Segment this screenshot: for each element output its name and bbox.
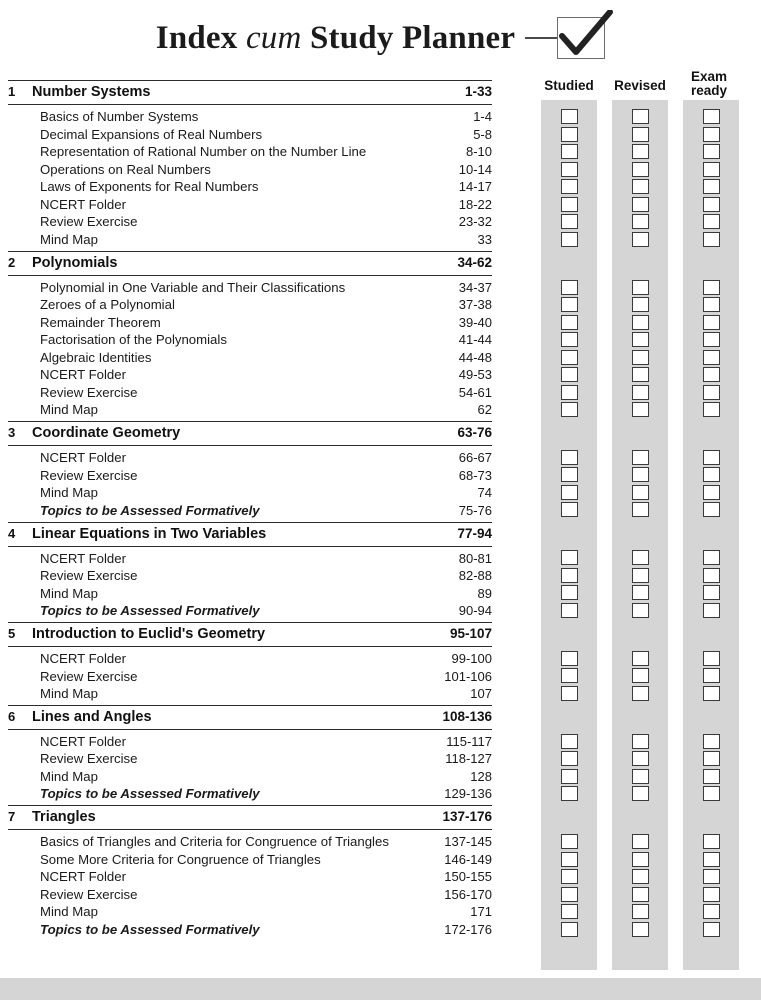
checkbox-revised[interactable] [632, 852, 649, 867]
chapter-rows [8, 105, 492, 252]
index-row [8, 279, 492, 297]
chapter-rows [8, 730, 492, 807]
checkbox-studied[interactable] [561, 402, 578, 417]
checkbox-revised[interactable] [632, 751, 649, 766]
checkbox-exam[interactable] [703, 385, 720, 400]
checkbox-revised[interactable] [632, 887, 649, 902]
checkbox-exam[interactable] [703, 109, 720, 124]
column-header-studied: Studied [544, 78, 594, 93]
row-title: Algebraic Identities [40, 349, 152, 365]
row-pages: 23-32 [458, 214, 492, 230]
row-pages: 129-136 [444, 786, 492, 802]
checkbox-exam[interactable] [703, 467, 720, 482]
row-pages: 89 [477, 585, 492, 601]
index-row [8, 903, 492, 921]
chapter-heading [8, 705, 492, 730]
checkbox-exam[interactable] [703, 686, 720, 701]
checkbox-revised[interactable] [632, 550, 649, 565]
checkbox-revised[interactable] [632, 232, 649, 247]
row-title: Topics to be Assessed Formatively [40, 921, 260, 937]
checkbox-revised[interactable] [632, 332, 649, 347]
row-pages: 101-106 [444, 668, 492, 684]
index-row [8, 668, 492, 686]
row-title: Factorisation of the Polynomials [40, 332, 227, 348]
chapter-heading [8, 251, 492, 276]
index-row [8, 143, 492, 161]
row-title: Operations on Real Numbers [40, 161, 211, 177]
row-title: Review Exercise [40, 467, 138, 483]
checkbox-studied[interactable] [561, 651, 578, 666]
row-title: NCERT Folder [40, 651, 126, 667]
checkbox-studied[interactable] [561, 144, 578, 159]
checkbox-exam[interactable] [703, 603, 720, 618]
title-italic: cum [245, 19, 302, 56]
row-title: Representation of Rational Number on the Number Line [40, 144, 367, 160]
index-row [8, 851, 492, 869]
row-title: NCERT Folder [40, 196, 126, 212]
checkbox-revised[interactable] [632, 769, 649, 784]
checkbox-exam[interactable] [703, 869, 720, 884]
row-pages: 44-48 [458, 349, 492, 365]
row-pages: 172-176 [444, 921, 492, 937]
checkbox-studied[interactable] [561, 686, 578, 701]
checkbox-revised[interactable] [632, 162, 649, 177]
chapter-pages: 34-62 [457, 254, 492, 270]
row-title: Decimal Expansions of Real Numbers [40, 126, 263, 142]
row-pages: 68-73 [458, 467, 492, 483]
row-pages: 33 [477, 231, 492, 247]
checkbox-studied[interactable] [561, 162, 578, 177]
index-row [8, 650, 492, 668]
row-title: Topics to be Assessed Formatively [40, 603, 260, 619]
checkbox-revised[interactable] [632, 668, 649, 683]
row-title: Some More Criteria for Congruence of Triangles [40, 851, 321, 867]
row-title: NCERT Folder [40, 869, 126, 885]
checkbox-exam[interactable] [703, 786, 720, 801]
checkbox-exam[interactable] [703, 214, 720, 229]
checkbox-revised[interactable] [632, 367, 649, 382]
checkbox-studied[interactable] [561, 568, 578, 583]
checkbox-revised[interactable] [632, 869, 649, 884]
row-title: Polynomial in One Variable and Their Classifications [40, 279, 346, 295]
row-pages: 137-145 [444, 834, 492, 850]
checkbox-studied[interactable] [561, 734, 578, 749]
row-pages: 80-81 [458, 550, 492, 566]
chapter-title: Linear Equations in Two Variables [32, 525, 267, 542]
checkbox-revised[interactable] [632, 315, 649, 330]
index-row [8, 178, 492, 196]
row-title: Mind Map [40, 402, 98, 418]
checkbox-studied[interactable] [561, 450, 578, 465]
row-title: Topics to be Assessed Formatively [40, 502, 260, 518]
index-row [8, 384, 492, 402]
row-title: NCERT Folder [40, 733, 126, 749]
checkbox-exam[interactable] [703, 179, 720, 194]
column-header-exam-ready: Exam ready [690, 69, 728, 98]
checkbox-exam[interactable] [703, 350, 720, 365]
checkbox-studied[interactable] [561, 332, 578, 347]
checkbox-studied[interactable] [561, 214, 578, 229]
row-pages: 8-10 [465, 144, 492, 160]
row-title: Review Exercise [40, 751, 138, 767]
chapter-heading [8, 805, 492, 830]
checkbox-exam[interactable] [703, 769, 720, 784]
chapter-title: Number Systems [32, 84, 151, 101]
chapter-pages: 137-176 [442, 809, 492, 825]
row-pages: 39-40 [458, 314, 492, 330]
checkbox-studied[interactable] [561, 280, 578, 295]
checkbox-exam[interactable] [703, 834, 720, 849]
index-row [8, 602, 492, 620]
row-pages: 1-4 [473, 109, 492, 125]
row-pages: 14-17 [458, 179, 492, 195]
checkbox-revised[interactable] [632, 734, 649, 749]
row-title: NCERT Folder [40, 550, 126, 566]
row-pages: 10-14 [458, 161, 492, 177]
index-row [8, 868, 492, 886]
index-row [8, 213, 492, 231]
checkbox-studied[interactable] [561, 179, 578, 194]
index-row [8, 886, 492, 904]
title-part-1: Index [155, 19, 246, 56]
index-row [8, 231, 492, 249]
checkbox-revised[interactable] [632, 450, 649, 465]
chapter-number: 3 [8, 425, 16, 441]
row-title: Review Exercise [40, 384, 138, 400]
checkbox-revised[interactable] [632, 502, 649, 517]
row-pages: 49-53 [458, 367, 492, 383]
checkbox-studied[interactable] [561, 315, 578, 330]
checkbox-revised[interactable] [632, 350, 649, 365]
row-pages: 18-22 [458, 196, 492, 212]
chapter-title: Coordinate Geometry [32, 425, 181, 442]
row-pages: 62 [477, 402, 492, 418]
index-row [8, 126, 492, 144]
chapter-number: 2 [8, 254, 16, 270]
chapter-number: 7 [8, 809, 16, 825]
checkbox-exam[interactable] [703, 485, 720, 500]
index-row [8, 314, 492, 332]
row-pages: 66-67 [458, 450, 492, 466]
checkbox-revised[interactable] [632, 485, 649, 500]
index-row [8, 449, 492, 467]
chapter-rows [8, 276, 492, 423]
index-row [8, 349, 492, 367]
row-pages: 118-127 [445, 751, 492, 767]
page-title-text [156, 20, 515, 57]
checkbox-revised[interactable] [632, 834, 649, 849]
row-pages: 74 [477, 485, 492, 501]
chapter-number: 4 [8, 525, 16, 541]
checkbox-studied[interactable] [561, 786, 578, 801]
checkbox-studied[interactable] [561, 385, 578, 400]
chapter-pages: 77-94 [457, 525, 492, 541]
checkbox-revised[interactable] [632, 109, 649, 124]
row-pages: 107 [470, 686, 492, 702]
checkbox-exam[interactable] [703, 127, 720, 142]
checkbox-exam[interactable] [703, 852, 720, 867]
checkbox-revised[interactable] [632, 603, 649, 618]
row-title: Topics to be Assessed Formatively [40, 786, 260, 802]
checkbox-exam[interactable] [703, 197, 720, 212]
chapter-rows [8, 830, 492, 942]
chapter-number: 1 [8, 84, 16, 100]
checkbox-revised[interactable] [632, 144, 649, 159]
chapter-number: 5 [8, 626, 16, 642]
row-title: Review Exercise [40, 668, 138, 684]
page-title [0, 0, 761, 66]
checkbox-exam[interactable] [703, 751, 720, 766]
row-title: Mind Map [40, 768, 98, 784]
checkbox-revised[interactable] [632, 127, 649, 142]
checkbox-revised[interactable] [632, 651, 649, 666]
checkbox-revised[interactable] [632, 786, 649, 801]
checkbox-studied[interactable] [561, 485, 578, 500]
row-title: Mind Map [40, 686, 98, 702]
checkbox-studied[interactable] [561, 834, 578, 849]
checkbox-exam[interactable] [703, 502, 720, 517]
row-title: Mind Map [40, 485, 98, 501]
index-row [8, 467, 492, 485]
row-pages: 171 [470, 904, 492, 920]
checkbox-revised[interactable] [632, 568, 649, 583]
checkbox-studied[interactable] [561, 869, 578, 884]
row-pages: 34-37 [458, 279, 492, 295]
checkbox-studied[interactable] [561, 197, 578, 212]
checkbox-revised[interactable] [632, 904, 649, 919]
index-row [8, 921, 492, 939]
checkbox-studied[interactable] [561, 367, 578, 382]
row-title: NCERT Folder [40, 450, 126, 466]
row-pages: 115-117 [446, 733, 492, 749]
checkbox-studied[interactable] [561, 350, 578, 365]
chapter-pages: 108-136 [442, 708, 492, 724]
checkbox-revised[interactable] [632, 214, 649, 229]
chapter-pages: 1-33 [464, 84, 492, 100]
chapter-pages: 95-107 [449, 626, 492, 642]
index-row [8, 785, 492, 803]
chapter-number: 6 [8, 708, 16, 724]
checkbox-studied[interactable] [561, 585, 578, 600]
chapter-title: Triangles [32, 809, 96, 826]
row-pages: 54-61 [458, 384, 492, 400]
checkbox-studied[interactable] [561, 550, 578, 565]
index-row [8, 401, 492, 419]
checkbox-studied[interactable] [561, 922, 578, 937]
checkbox-studied[interactable] [561, 887, 578, 902]
row-title: Mind Map [40, 231, 98, 247]
index-row [8, 750, 492, 768]
row-pages: 75-76 [458, 502, 492, 518]
checkbox-studied[interactable] [561, 297, 578, 312]
index-row [8, 196, 492, 214]
row-pages: 82-88 [458, 568, 492, 584]
row-title: Mind Map [40, 904, 98, 920]
title-part-2: Study Planner [301, 19, 516, 56]
checkbox-revised[interactable] [632, 402, 649, 417]
chapter-title: Lines and Angles [32, 708, 152, 725]
row-pages: 146-149 [444, 851, 492, 867]
checkbox-studied[interactable] [561, 127, 578, 142]
index-row [8, 296, 492, 314]
index-row [8, 585, 492, 603]
checkbox-exam[interactable] [703, 280, 720, 295]
row-title: Remainder Theorem [40, 314, 161, 330]
index-row [8, 502, 492, 520]
checkbox-exam[interactable] [703, 550, 720, 565]
checkbox-revised[interactable] [632, 686, 649, 701]
row-title: Basics of Number Systems [40, 109, 199, 125]
chapter-heading [8, 522, 492, 547]
checkbox-exam[interactable] [703, 568, 720, 583]
row-pages: 5-8 [473, 126, 492, 142]
index-row [8, 161, 492, 179]
row-pages: 41-44 [458, 332, 492, 348]
checkbox-studied[interactable] [561, 603, 578, 618]
column-header-revised: Revised [614, 78, 666, 93]
checkbox-exam[interactable] [703, 887, 720, 902]
chapter-heading [8, 622, 492, 647]
checkbox-exam[interactable] [703, 904, 720, 919]
checkbox-studied[interactable] [561, 668, 578, 683]
checkbox-exam[interactable] [703, 585, 720, 600]
checkbox-exam[interactable] [703, 668, 720, 683]
checkbox-revised[interactable] [632, 385, 649, 400]
row-title: Basics of Triangles and Criteria for Congruence of Triangles [40, 834, 389, 850]
checkbox-exam[interactable] [703, 734, 720, 749]
chapter-pages: 63-76 [457, 425, 492, 441]
checkbox-studied[interactable] [561, 852, 578, 867]
checkbox-revised[interactable] [632, 585, 649, 600]
checkbox-exam[interactable] [703, 232, 720, 247]
chapter-rows [8, 446, 492, 523]
index-row [8, 331, 492, 349]
row-title: Review Exercise [40, 568, 138, 584]
row-title: Review Exercise [40, 886, 138, 902]
bottom-bar [0, 978, 761, 1000]
chapter-heading [8, 80, 492, 105]
index-row [8, 484, 492, 502]
row-pages: 37-38 [458, 297, 492, 313]
row-pages: 156-170 [444, 886, 492, 902]
checkbox-revised[interactable] [632, 297, 649, 312]
checkbox-exam[interactable] [703, 315, 720, 330]
chapter-title: Polynomials [32, 254, 118, 271]
checkbox-revised[interactable] [632, 280, 649, 295]
row-title: Mind Map [40, 585, 98, 601]
index-row [8, 733, 492, 751]
checkbox-studied[interactable] [561, 232, 578, 247]
checkbox-exam[interactable] [703, 367, 720, 382]
row-title: NCERT Folder [40, 367, 126, 383]
checkbox-revised[interactable] [632, 467, 649, 482]
row-title: Review Exercise [40, 214, 138, 230]
checkbox-revised[interactable] [632, 922, 649, 937]
checkbox-studied[interactable] [561, 904, 578, 919]
index-row [8, 768, 492, 786]
row-pages: 99-100 [451, 651, 492, 667]
checkbox-studied[interactable] [561, 109, 578, 124]
index-row [8, 108, 492, 126]
checkbox-studied[interactable] [561, 502, 578, 517]
checkbox-studied[interactable] [561, 769, 578, 784]
checkbox-exam[interactable] [703, 651, 720, 666]
row-pages: 90-94 [458, 603, 492, 619]
row-pages: 128 [470, 768, 492, 784]
index-list [8, 82, 492, 942]
index-row [8, 833, 492, 851]
checkbox-revised[interactable] [632, 179, 649, 194]
checkbox-exam[interactable] [703, 144, 720, 159]
checkbox-exam[interactable] [703, 297, 720, 312]
index-row [8, 550, 492, 568]
row-title: Zeroes of a Polynomial [40, 297, 175, 313]
checkbox-studied[interactable] [561, 467, 578, 482]
checkbox-studied[interactable] [561, 751, 578, 766]
checkbox-exam[interactable] [703, 162, 720, 177]
index-row [8, 366, 492, 384]
checkbox-exam[interactable] [703, 332, 720, 347]
chapter-heading [8, 421, 492, 446]
check-mark-icon [557, 17, 605, 59]
row-title: Laws of Exponents for Real Numbers [40, 179, 259, 195]
checkbox-revised[interactable] [632, 197, 649, 212]
index-row [8, 685, 492, 703]
checkbox-exam[interactable] [703, 922, 720, 937]
index-row [8, 567, 492, 585]
chapter-rows [8, 547, 492, 624]
row-pages: 150-155 [444, 869, 492, 885]
title-rule [525, 37, 559, 39]
chapter-rows [8, 647, 492, 707]
chapter-title: Introduction to Euclid's Geometry [32, 626, 266, 643]
checkbox-exam[interactable] [703, 450, 720, 465]
checkbox-exam[interactable] [703, 402, 720, 417]
